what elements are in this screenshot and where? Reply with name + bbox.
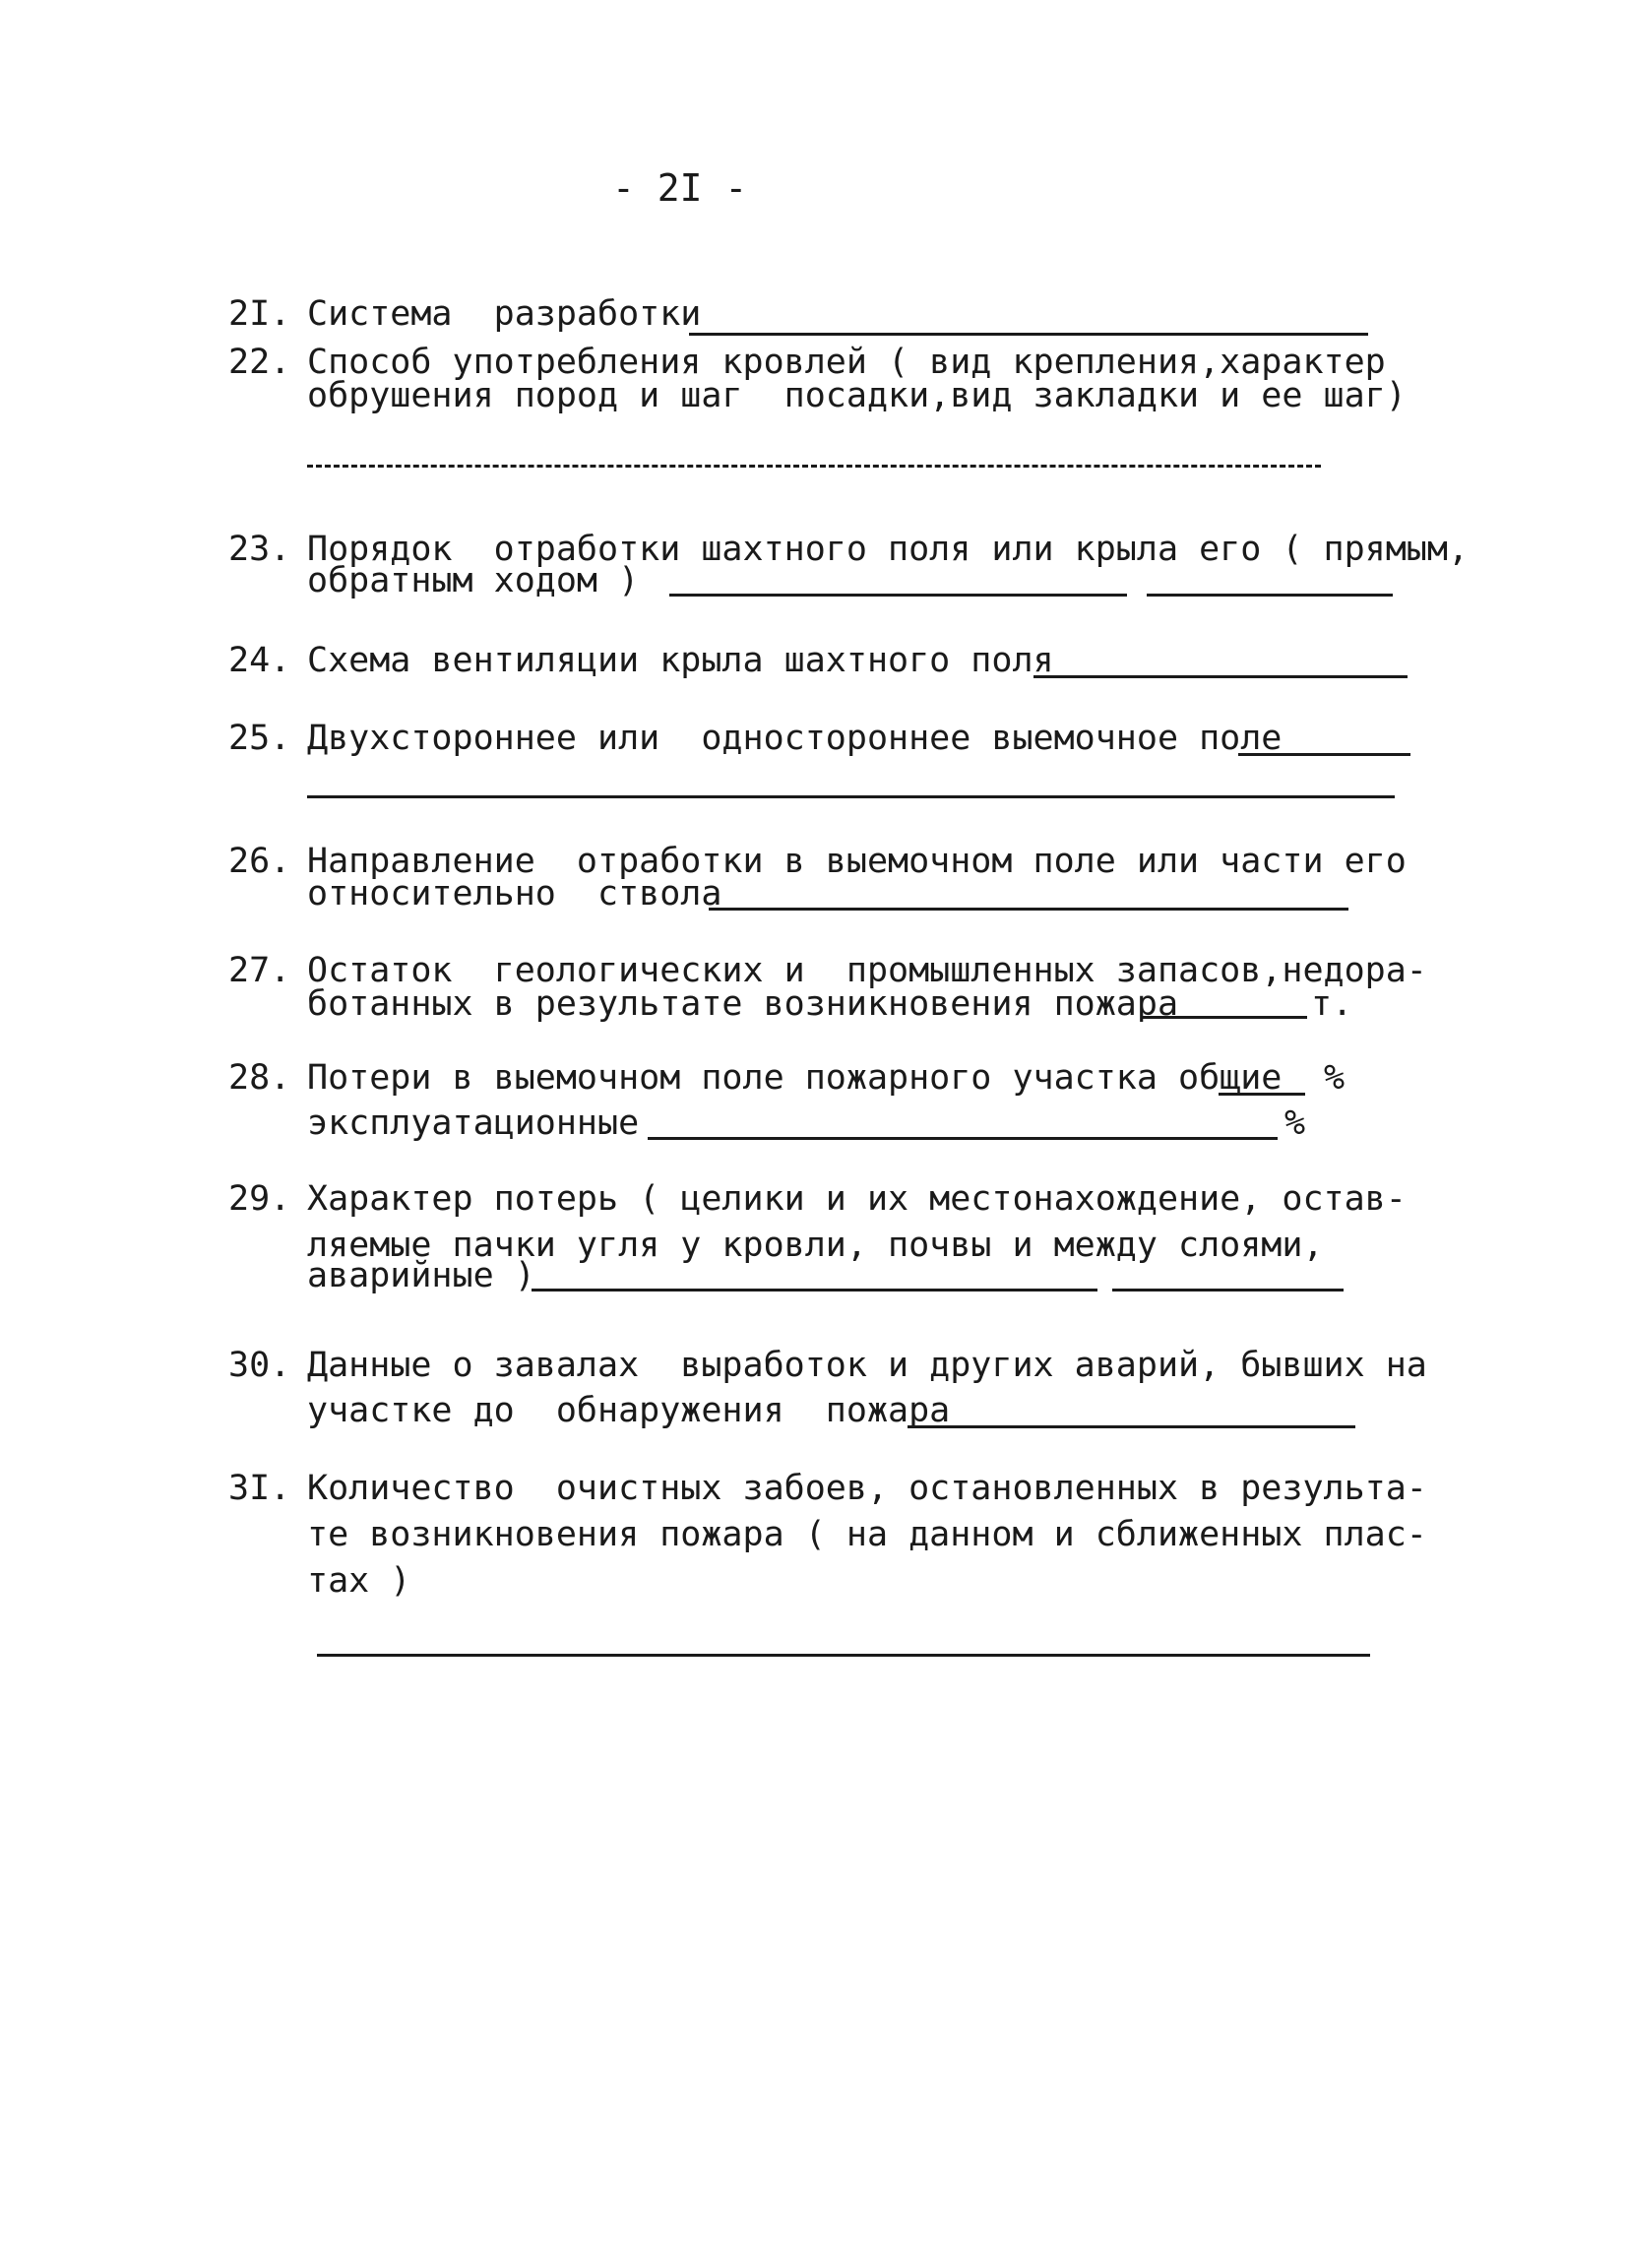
item-number: 2I. xyxy=(228,294,291,334)
fill-line xyxy=(1219,1093,1305,1096)
item-number: 25. xyxy=(228,719,291,758)
item-text: участке до обнаружения пожара xyxy=(307,1391,951,1430)
item-number: 28. xyxy=(228,1058,291,1098)
item-text: Характер потерь ( целики и их местонахождение, остав- xyxy=(307,1179,1407,1219)
item-number: 23. xyxy=(228,530,291,569)
fill-line xyxy=(532,1289,1097,1292)
item-text: Система разработки xyxy=(307,294,702,334)
fill-line xyxy=(1033,675,1408,678)
unit-label: % xyxy=(1324,1058,1346,1098)
unit-label: т. xyxy=(1311,984,1353,1024)
fill-line xyxy=(648,1137,1278,1140)
fill-line xyxy=(709,908,1348,911)
item-text: ботанных в результате возникновения пожара xyxy=(307,984,1179,1024)
item-text: Способ употребления кровлей ( вид крепления,характер xyxy=(307,343,1386,382)
item-text: обрушения пород и шаг посадки,вид закладки и ее шаг) xyxy=(307,376,1407,415)
item-text: ляемые пачки угля у кровли, почвы и между слоями, xyxy=(307,1226,1324,1265)
item-number: 3I. xyxy=(228,1469,291,1508)
item-text: Количество очистных забоев, остановленных в результа- xyxy=(307,1469,1427,1508)
fill-line xyxy=(317,1654,1370,1657)
item-number: 22. xyxy=(228,343,291,382)
item-text: относительно ствола xyxy=(307,874,722,914)
fill-line xyxy=(689,333,1368,336)
item-text: Данные о завалах выработок и других аварий, бывших на xyxy=(307,1346,1427,1385)
fill-line xyxy=(1147,594,1393,597)
item-text: те возникновения пожара ( на данном и сближенных плас- xyxy=(307,1515,1427,1554)
fill-line xyxy=(1112,1289,1344,1292)
item-text: Схема вентиляции крыла шахтного поля xyxy=(307,641,1054,680)
page-number: - 2I - xyxy=(612,166,748,210)
item-number: 24. xyxy=(228,641,291,680)
fill-line xyxy=(307,465,1321,468)
item-text: тах ) xyxy=(307,1561,411,1601)
item-text: Остаток геологических и промышленных запасов,недора- xyxy=(307,951,1427,990)
item-text: обратным ходом ) xyxy=(307,561,640,600)
item-text: Направление отработки в выемочном поле или части его xyxy=(307,842,1407,881)
item-text: Потери в выемочном поле пожарного участка общие xyxy=(307,1058,1283,1098)
item-text: Двухстороннее или одностороннее выемочное поле xyxy=(307,719,1283,758)
item-text: аварийные ) xyxy=(307,1256,535,1295)
item-text: эксплуатационные xyxy=(307,1103,640,1143)
fill-line xyxy=(1142,1016,1307,1019)
fill-line xyxy=(307,795,1395,798)
item-text: Порядок отработки шахтного поля или крыла его ( прямым, xyxy=(307,530,1470,569)
unit-label: % xyxy=(1284,1103,1306,1143)
fill-line xyxy=(908,1425,1355,1428)
item-number: 30. xyxy=(228,1346,291,1385)
item-number: 26. xyxy=(228,842,291,881)
fill-line xyxy=(669,594,1127,597)
fill-line xyxy=(1238,753,1410,756)
item-number: 29. xyxy=(228,1179,291,1219)
item-number: 27. xyxy=(228,951,291,990)
